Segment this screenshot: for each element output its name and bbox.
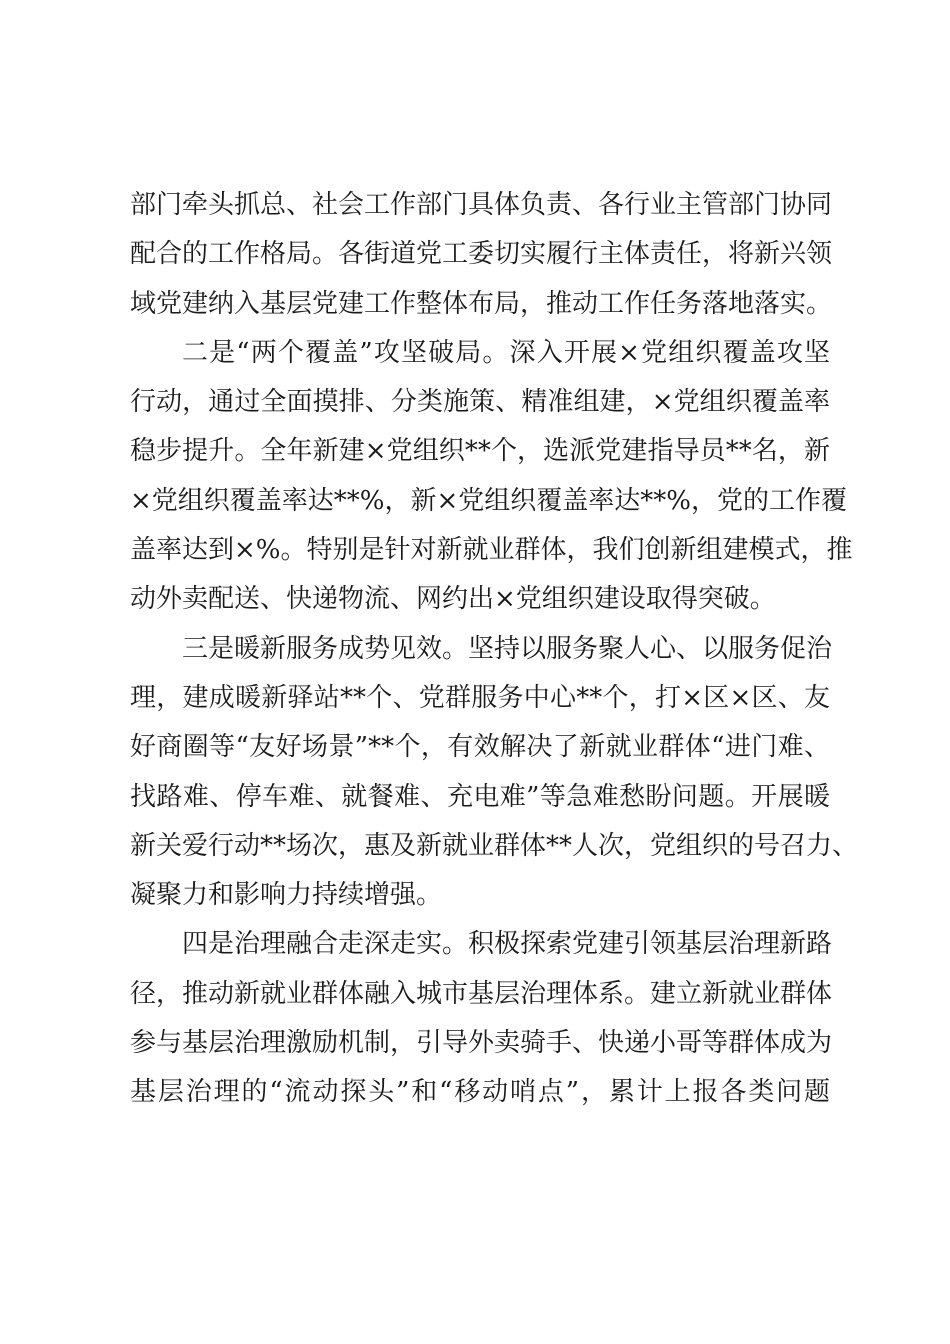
text-line: 凝聚力和影响力持续增强。 bbox=[130, 880, 443, 911]
text-line: 径，推动新就业群体融入城市基层治理体系。建立新就业群体 bbox=[130, 978, 833, 1009]
paragraph-three-start: 三是暖新服务成势见效。坚持以服务聚人心、以服务促治 bbox=[182, 633, 833, 664]
text-line: 配合的工作格局。各街道党工委切实履行主体责任，将新兴领 bbox=[130, 239, 833, 270]
text-line: 盖率达到×%。特别是针对新就业群体，我们创新组建模式，推 bbox=[130, 535, 853, 566]
text-line: 新关爱行动**场次，惠及新就业群体**人次，党组织的号召力、 bbox=[130, 830, 859, 861]
paragraph-two-start: 二是“两个覆盖”攻坚破局。深入开展×党组织覆盖攻坚 bbox=[182, 337, 830, 368]
text-line: 理，建成暖新驿站**个、党群服务中心**个，打×区×区、友 bbox=[130, 682, 830, 713]
text-line: 域党建纳入基层党建工作整体布局，推动工作任务落地落实。 bbox=[130, 288, 833, 319]
text-line: 动外卖配送、快递物流、网约出×党组织建设取得突破。 bbox=[130, 584, 776, 615]
text-line: 稳步提升。全年新建×党组织**个，选派党建指导员**名，新 bbox=[130, 436, 830, 467]
text-line: 基层治理的“流动探头”和“移动哨点”，累计上报各类问题 bbox=[130, 1077, 830, 1108]
text-line: 部门牵头抓总、社会工作部门具体负责、各行业主管部门协同 bbox=[130, 190, 833, 220]
text-line: 参与基层治理激励机制，引导外卖骑手、快递小哥等群体成为 bbox=[130, 1028, 833, 1059]
document-body bbox=[130, 181, 859, 1118]
text-line: 好商圈等“友好场景”**个，有效解决了新就业群体“进门难、 bbox=[130, 732, 830, 763]
text-line: 行动，通过全面摸排、分类施策、精准组建，×党组织覆盖率 bbox=[130, 387, 830, 418]
paragraph-four-start: 四是治理融合走深走实。积极探索党建引领基层治理新路 bbox=[182, 929, 833, 960]
text-line: 找路难、停车难、就餐难、充电难”等急难愁盼问题。开展暖 bbox=[130, 781, 830, 812]
text-line: ×党组织覆盖率达**%，新×党组织覆盖率达**%，党的工作覆 bbox=[130, 485, 847, 516]
